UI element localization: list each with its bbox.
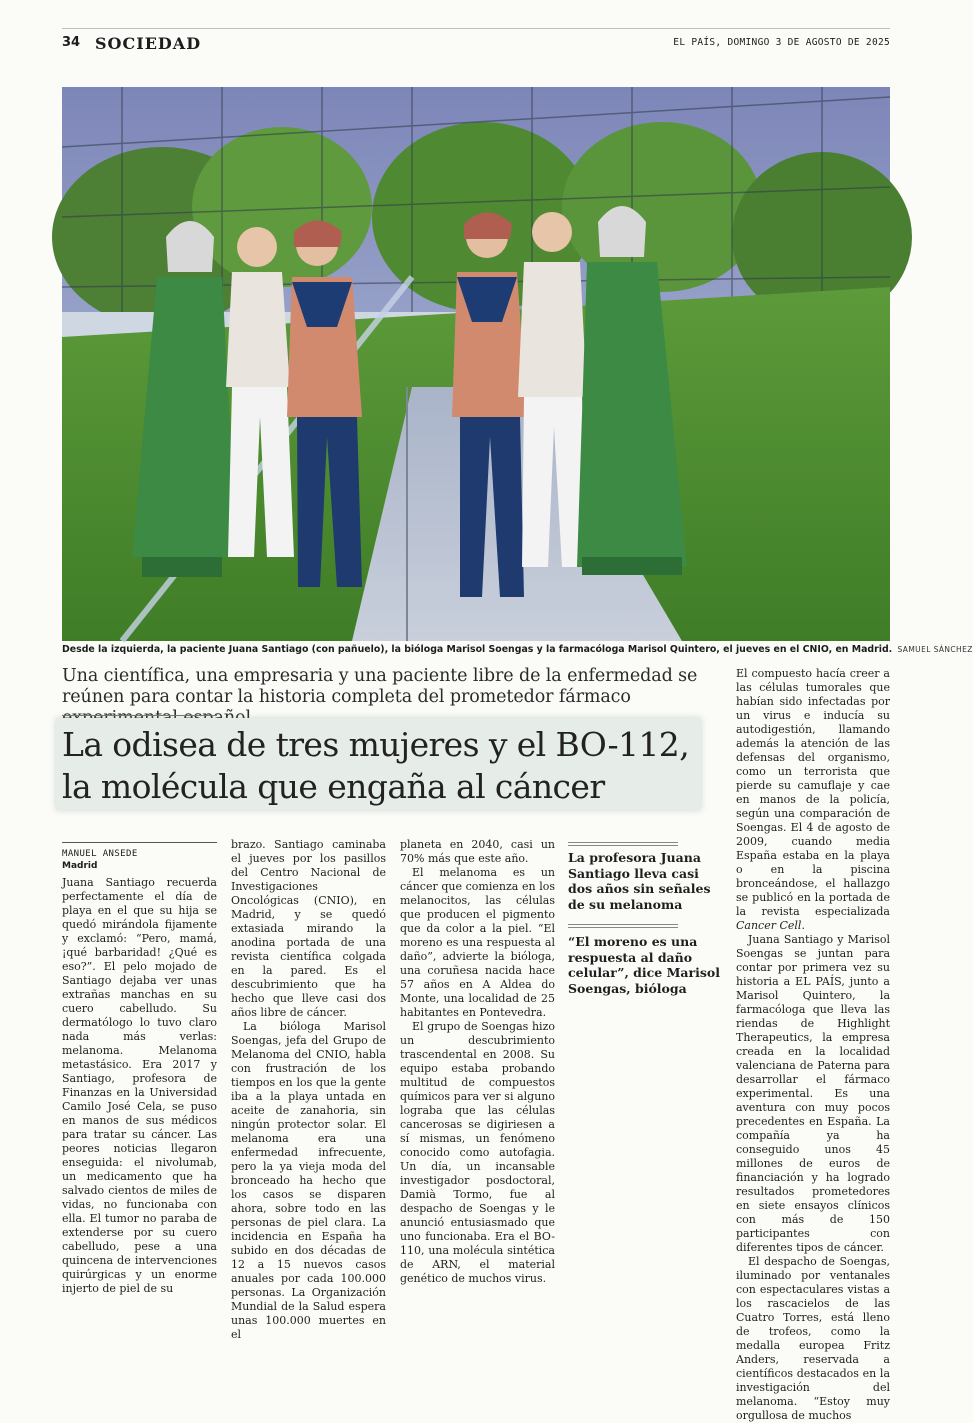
byline-rule [62,842,217,843]
deck-rule [62,715,217,716]
pull-quote-rule [568,845,678,846]
section-title: SOCIEDAD [95,34,202,53]
body-column-3 [400,838,555,1286]
paragraph: Juana Santiago y Marisol Soengas se juntan para contar por primera vez su historia a EL PAÍS, junto a Marisol Quintero, la farmacóloga que lleva las riendas de Highlight Therapeutics, la empresa creada en la localidad valenciana de Paterna para desarrollar el fármaco experimental. Es una aventura con muy pocos precedentes en España. La compañía ya ha conseguido unos 45 millones de euros de financiación y ha logrado resultados prometedores en siete ensayos clínicos con más de 150 participantes con diferentes tipos de cáncer. [736,933,890,1254]
paragraph: planeta en 2040, casi un 70% más que este año. [400,838,555,865]
header-rule [62,28,890,29]
caption-text: Desde la izquierda, la paciente Juana Santiago (con pañuelo), la bióloga Marisol Soengas y la farmacóloga Marisol Quintero, el jueves en el CNIO, en Madrid. [62,644,893,655]
pull-quote-2: “El moreno es una respuesta al daño celular”, dice Marisol Soengas, bióloga [568,934,720,996]
journal-name: Cancer Cell [736,919,802,932]
paragraph: El compuesto hacía creer a las células tumorales que habían sido infectadas por un virus e inducía su autodigestión, llamando además la atención de las defensas del organismo, como un terrorista que pierde su camuflaje y cae en manos de la policía, según una comparación de Soengas. El 4 de agosto de 2009, cuando media España estaba en la playa o en la piscina bronceándose, el hallazgo se publicó en la portada de la revista especializada Cancer Cell. [736,667,890,932]
paragraph: El grupo de Soengas hizo un descubrimiento trascendental en 2008. Su equipo estaba probando multitud de compuestos químicos para ver si alguno lograba que las células cancerosas se digiriesen a sí mismas, un fenómeno conocido como autofagia. Un día, un incansable investigador posdoctoral, Damià Tormo, fue al despacho de Soengas y le anunció entusiasmado que uno funcionaba. Era el BO-110, una molécula sintética de ARN, el material genético de muchos virus. [400,1020,555,1285]
body-column-1 [62,876,217,1296]
author-byline: MANUEL ANSEDE [62,849,138,859]
article-headline [62,724,702,808]
pull-quote-rule [568,842,678,843]
body-column-4 [736,667,890,1423]
paragraph: El melanoma es un cáncer que comienza en los melanocitos, las células que producen el pigmento que da color a la piel. “El moreno es una respuesta al daño”, advierte la bióloga, una coruñesa nacida hace 57 años en A Aldea do Monte, una localidad de 25 habitantes en Pontevedra. [400,866,555,1019]
article-deck: Una científica, una empresaria y una paciente libre de la enfermedad se reúnen para contar la historia completa del prometedor fármaco [62,666,698,707]
headline-line-1: La odisea de tres mujeres y el BO-112, [62,725,690,764]
byline-location: Madrid [62,861,98,871]
photo-caption [62,644,973,655]
page-number: 34 [62,35,81,50]
paragraph-text: El compuesto hacía creer a las células tumorales que habían sido infectadas por un virus e inducía su autodigestión, llamando además la atención de las defensas del organismo, como un terrorista que pierde su camuflaje y cae en manos de la policía, según una comparación de Soengas. El 4 de agosto de 2009, cuando media España estaba en la playa o en la piscina bronceándose, el hallazgo se publicó en la portada de la revista especializada [736,667,890,918]
paragraph: Juana Santiago recuerda perfectamente el día de playa en el que su hija se quedó mirándola fijamente y exclamó: “Pero, mamá, ¡qué barbaridad! ¿Qué es eso?”. El pelo mojado de Santiago dejaba ver unas extrañas manchas en su cuero cabelludo. Su dermatólogo lo tuvo claro nada más verlas: melanoma. Melanoma metastásico. Era 2017 y Santiago, profesora de Finanzas en la Universidad Camilo José Cela, se puso en manos de sus médicos para tratar su cáncer. Las peores noticias llegaron enseguida: el nivolumab, un medicamento que ha salvado cientos de miles de vidas, no funcionaba con ella. El tumor no paraba de extenderse por su cuero cabelludo, pese a una quincena de intervenciones quirúrgicas y un enorme injerto de piel de su [62,876,217,1295]
headline-line-2: la molécula que engaña al cáncer [62,767,605,806]
paragraph: La bióloga Marisol Soengas, jefa del Grupo de Melanoma del CNIO, habla con frustración de los tiempos en los que la gente iba a la playa untada en aceite de zanahoria, sin ningún protector solar. El melanoma era una enfermedad infrecuente, pero la ya vieja moda del bronceado ha hecho que los casos se disparen ahora, sobre todo en las personas de piel clara. La incidencia en España ha subido en dos décadas de 12 a 15 nuevos casos anuales por cada 100.000 personas. La Organización Mundial de la Salud espera unas 100.000 muertes en el [231,1020,386,1341]
dateline: EL PAÍS, DOMINGO 3 DE AGOSTO DE 2025 [673,37,890,48]
photo-illustration [62,87,890,641]
paragraph: El despacho de Soengas, iluminado por ventanales con espectaculares vistas a los rascacielos de las Cuatro Torres, está lleno de trofeos, como la medalla europea Fritz Anders, reservada a científicos destacados en la investigación del melanoma. “Estoy muy orgullosa de muchos [736,1255,890,1422]
photo-credit: SAMUEL SÁNCHEZ [897,645,973,654]
pull-quote-rule [568,924,678,925]
pull-quote-rule [568,927,678,928]
body-column-2 [231,838,386,1342]
article-photo [62,87,890,641]
pull-quote-1: La profesora Juana Santiago lleva casi dos años sin señales de su melanoma [568,850,711,912]
paragraph: brazo. Santiago caminaba el jueves por los pasillos del Centro Nacional de Investigaciones Oncológicas (CNIO), en Madrid, y se quedó extasiada mirando la anodina portada de una revista científica colgada en la pared. Es el descubrimiento que ha hecho que lleve casi dos años libre de cáncer. [231,838,386,1019]
